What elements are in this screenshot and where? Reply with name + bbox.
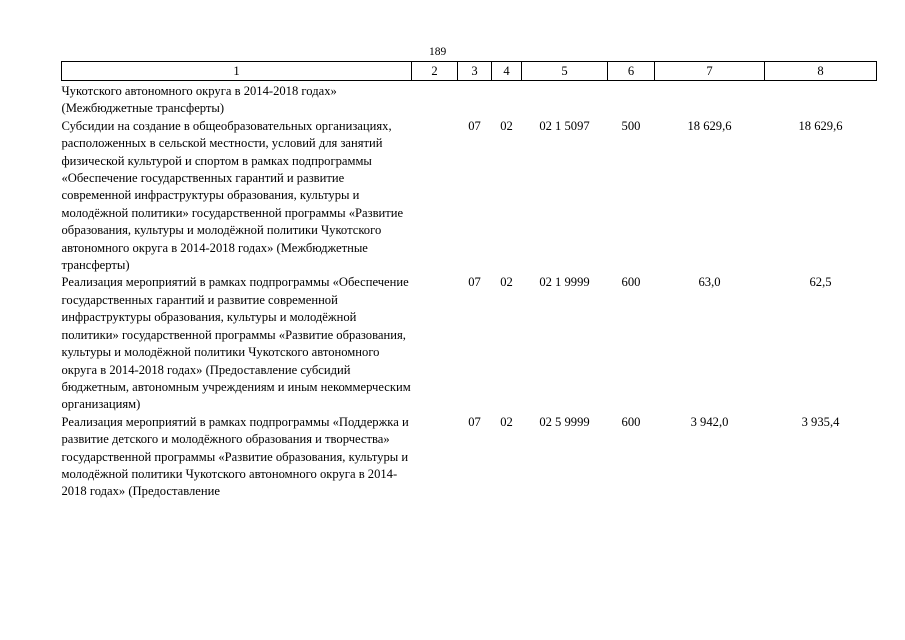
table-row — [62, 414, 877, 501]
row-description: Реализация мероприятий в рамках подпрограммы «Обеспечение государственных гарантий и развитие современной инфраструктуры образования, культуры и молодёжной политики» государственной программы «Развитие образования, культуры и молодёжной политики Чукотского автономного округа в 2014-2018 годах» (Предоставление субсидий бюджетным, автономным учреждениям и иным некоммерческим организациям) — [61, 275, 411, 412]
row-expense-type: 600 — [621, 414, 641, 429]
column-header-6: 6 — [608, 62, 655, 81]
table-row — [62, 274, 877, 413]
row-amount-7: 3 942,0 — [690, 414, 729, 429]
column-header-4: 4 — [492, 62, 522, 81]
row-col2 — [412, 118, 458, 275]
column-header-2: 2 — [412, 62, 458, 81]
row-description: Чукотского автономного округа в 2014-2018 годах» (Межбюджетные трансферты) — [61, 84, 337, 116]
column-header-3: 3 — [458, 62, 492, 81]
column-header-1: 1 — [62, 62, 412, 81]
page-number: 189 — [429, 46, 447, 58]
row-amount-7 — [655, 81, 765, 118]
column-header-7: 7 — [655, 62, 765, 81]
row-target-code — [522, 81, 608, 118]
row-section — [458, 81, 492, 118]
column-header-8: 8 — [765, 62, 877, 81]
row-description: Реализация мероприятий в рамках подпрограммы «Поддержка и развитие детского и молодёжного образования и творчества» государственной программы «Развитие образования, культуры и молодёжной политики Чукотского автономного округа в 2014-2018 годах» (Предоставление — [61, 414, 409, 499]
column-header-5: 5 — [522, 62, 608, 81]
table-header-row — [62, 62, 877, 81]
row-target-code: 02 1 9999 — [539, 275, 590, 290]
row-description: Субсидии на создание в общеобразовательных организациях, расположенных в сельской местности, условий для занятий физической культурой и спортом в рамках подпрограммы «Обеспечение государственных гарантий и развитие современной инфраструктуры образования, культуры и молодёжной политики» государственной программы «Развитие образования, культуры и молодёжной политики Чукотского автономного округа в 2014-2018 годах» (Межбюджетные трансферты) — [61, 118, 404, 273]
row-target-code: 02 1 5097 — [539, 118, 590, 133]
row-section: 07 — [468, 118, 481, 133]
row-subsection — [492, 81, 522, 118]
row-col2 — [412, 274, 458, 413]
row-col2 — [412, 81, 458, 118]
row-amount-7: 18 629,6 — [687, 118, 732, 133]
row-amount-8: 18 629,6 — [798, 118, 843, 133]
row-subsection: 02 — [500, 275, 513, 290]
budget-table — [61, 61, 877, 501]
row-subsection: 02 — [500, 118, 513, 133]
row-amount-8: 62,5 — [809, 275, 832, 290]
row-amount-7: 63,0 — [698, 275, 721, 290]
row-section: 07 — [468, 275, 481, 290]
row-section: 07 — [468, 414, 481, 429]
table-row — [62, 81, 877, 118]
row-expense-type — [608, 81, 655, 118]
row-expense-type: 600 — [621, 275, 641, 290]
row-subsection: 02 — [500, 414, 513, 429]
table-row — [62, 118, 877, 275]
row-expense-type: 500 — [621, 118, 641, 133]
row-amount-8 — [765, 81, 877, 118]
row-amount-8: 3 935,4 — [801, 414, 840, 429]
row-col2 — [412, 414, 458, 501]
row-target-code: 02 5 9999 — [539, 414, 590, 429]
